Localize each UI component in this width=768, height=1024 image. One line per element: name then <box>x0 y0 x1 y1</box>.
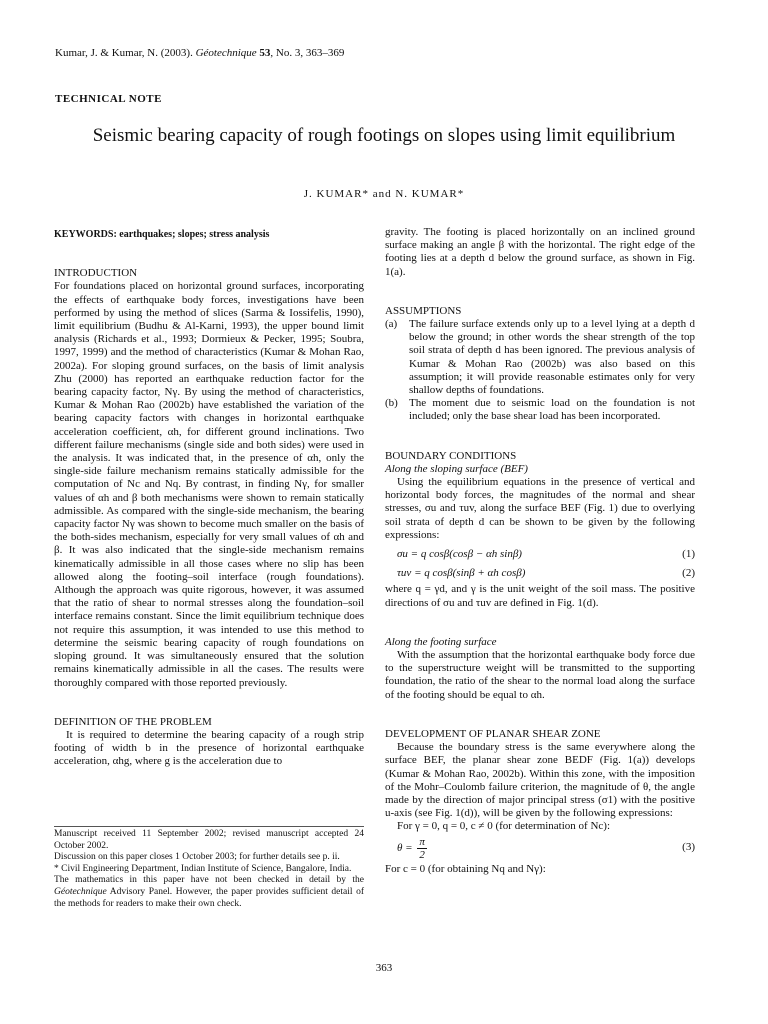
footnotes <box>54 829 364 910</box>
left-column <box>54 228 364 769</box>
citation-volume: 53 <box>259 47 271 59</box>
equation-1-number: (1) <box>682 548 695 561</box>
assumption-text: The moment due to seismic load on the foundation is not included; only the base shear load has been incorporated. <box>409 397 695 423</box>
boundary-text-2: where q = γd, and γ is the unit weight of the soil mass. The positive directions of σu and τuv are defined in Fig. 1(d). <box>385 583 695 609</box>
boundary-heading: BOUNDARY CONDITIONS <box>385 449 517 462</box>
boundary-text-3: With the assumption that the horizontal earthquake body force due to the superstructure weight will be transmitted to the supporting foundation, the ratio of the shear to the normal load along the surface of the footing should be equal to αh. <box>385 649 695 701</box>
equation-2-expression: τuv = q cosβ(sinβ + αh cosβ) <box>397 567 526 580</box>
planar-case-2: For c = 0 (for obtaining Nq and Nγ): <box>385 862 546 875</box>
page-number: 363 <box>375 962 393 974</box>
definition-heading: DEFINITION OF THE PROBLEM <box>54 715 212 728</box>
citation-journal: Géotechnique <box>195 47 257 59</box>
equation-1 <box>385 548 695 561</box>
equation-1-expression: σu = q cosβ(cosβ − αh sinβ) <box>397 548 522 561</box>
footnote-rule <box>54 826 364 827</box>
assumption-item-b <box>385 397 695 423</box>
assumption-item-a <box>385 318 695 397</box>
planar-heading: DEVELOPMENT OF PLANAR SHEAR ZONE <box>385 727 601 740</box>
planar-text: Because the boundary stress is the same everywhere along the surface BEF, the planar shear zone BEDF (Fig. 1(a)) develops (Kumar & Mohan Rao, 2002b). Within this zone, with the imposition of the Mohr–Coulomb failure criterion, the magnitude of θ, the angle made by the direction of major principal stress (σ1) with the positive u-axis (see Fig. 1(d)), will be given by the following expressions: <box>385 741 695 820</box>
definition-continuation: gravity. The footing is placed horizontally on an inclined ground surface making an angle β with the horizontal. The right edge of the footing lies at a depth d below the ground surface, as shown in Fig. 1(a). <box>385 226 695 278</box>
equation-2 <box>385 567 695 580</box>
assumption-label: (b) <box>385 397 398 410</box>
paper-authors: J. KUMAR* and N. KUMAR* <box>303 188 465 200</box>
assumptions-heading: ASSUMPTIONS <box>385 304 462 317</box>
equation-2-number: (2) <box>682 567 695 580</box>
footnote-note: The mathematics in this paper have not been checked in detail by the Géotechnique Advisory Panel. However, the paper provides sufficient detail of the methods for readers to make their own check. <box>54 875 364 909</box>
keywords: KEYWORDS: earthquakes; slopes; stress analysis <box>54 229 270 240</box>
boundary-text-1: Using the equilibrium equations in the presence of vertical and horizontal body forces, the magnitudes of the normal and shear stresses, σu and τuv, along the surface BEF (Fig. 1) due to overlying soil strata of depth d can be shown to be given by the following expressions: <box>385 476 695 541</box>
citation-authors: Kumar, J. & Kumar, N. (2003). <box>55 47 193 59</box>
equation-3-fraction: $\frac{\pi}{2}$ <box>419 835 425 861</box>
citation-issue-pages: , No. 3, 363–369 <box>270 47 345 59</box>
right-column <box>385 226 695 876</box>
planar-case-1: For γ = 0, q = 0, c ≠ 0 (for determination of Nc): <box>397 820 611 833</box>
technical-note-label: TECHNICAL NOTE <box>55 93 162 105</box>
equation-3 <box>385 836 695 861</box>
boundary-subhead-footing: Along the footing surface <box>385 635 497 648</box>
footnote-received: Manuscript received 11 September 2002; revised manuscript accepted 24 October 2002. <box>54 829 364 851</box>
assumption-text: The failure surface extends only up to a level lying at a depth d below the ground; in other words the shear strength of the top soil strata of depth d has been ignored. The previous analysis of Kumar & Mohan Rao (2002b) was also based on this assumption; it will provide reasonable estimates only for very shallow depths of foundations. <box>409 318 695 397</box>
boundary-subhead-sloping: Along the sloping surface (BEF) <box>385 462 528 475</box>
equation-3-number: (3) <box>682 841 695 854</box>
intro-text: For foundations placed on horizontal ground surfaces, incorporating the effects of earthquake body forces, investigations have been performed by using the method of slices (Sarma & Iossifelis, 1990), limit equilibrium (Budhu & Al-Karni, 1993), the upper bound limit analysis (Richards et al., 1993; Dormieux & Pecker, 1995; Soubra, 1997, 1999) and the method of characteristics (Kumar & Mohan Rao, 2002a). For sloping ground surfaces, on the basis of limit analysis Zhu (2000) has reported an earthquake reduction factor for the bearing capacity factor, Nγ. By using the method of characteristics, Kumar & Mohan Rao (2002b) have established the variation of the bearing capacity factors with changes in horizontal earthquake acceleration coefficient, αh, for different ground inclinations. Two different failure mechanisms (single side and both sides) were used in the analysis. It was indicated that, in the presence of αh, only the single-side failure mechanism remains statically admissible for the computation of Nc and Nq. By contrast, in finding Nγ, for smaller values of αh and β both mechanisms were shown to remain statically admissible. As compared with the single-side mechanism, the bearing capacity factor Nγ was shown to become much smaller on the basis of the both-sides mechanism, especially for very small values of αh and β. It was also indicated that the single-side mechanism remains kinematically admissible in all those cases where no slip has been allowed along the footing–soil interface (rough foundations). Although the approach was quite rigorous, however, it was assumed that the ratio of shear to normal stresses along the foundation–soil interface remains constant. Since the limit equilibrium technique does not require this assumption, it was intended to use this method to determine the seismic bearing capacity of rough foundations on sloping ground. It was simultaneously ensured that the solution remains kinematically admissible in all the cases. The results were thoroughly compared with those reported previously. <box>54 280 364 689</box>
footnote-discussion: Discussion on this paper closes 1 October 2003; for further details see p. ii. <box>54 852 340 863</box>
intro-heading: INTRODUCTION <box>54 267 138 280</box>
citation-line <box>55 47 344 59</box>
equation-3-expression: θ = $\frac{\pi}{2}$ <box>397 835 425 861</box>
footnote-affiliation: * Civil Engineering Department, Indian Institute of Science, Bangalore, India. <box>54 863 352 874</box>
assumption-label: (a) <box>385 318 398 331</box>
paper-title: Seismic bearing capacity of rough footings on slopes using limit equilibrium <box>92 125 676 146</box>
definition-text: It is required to determine the bearing capacity of a rough strip footing of width b in the presence of horizontal earthquake acceleration, αhg, where g is the acceleration due to <box>54 728 364 768</box>
